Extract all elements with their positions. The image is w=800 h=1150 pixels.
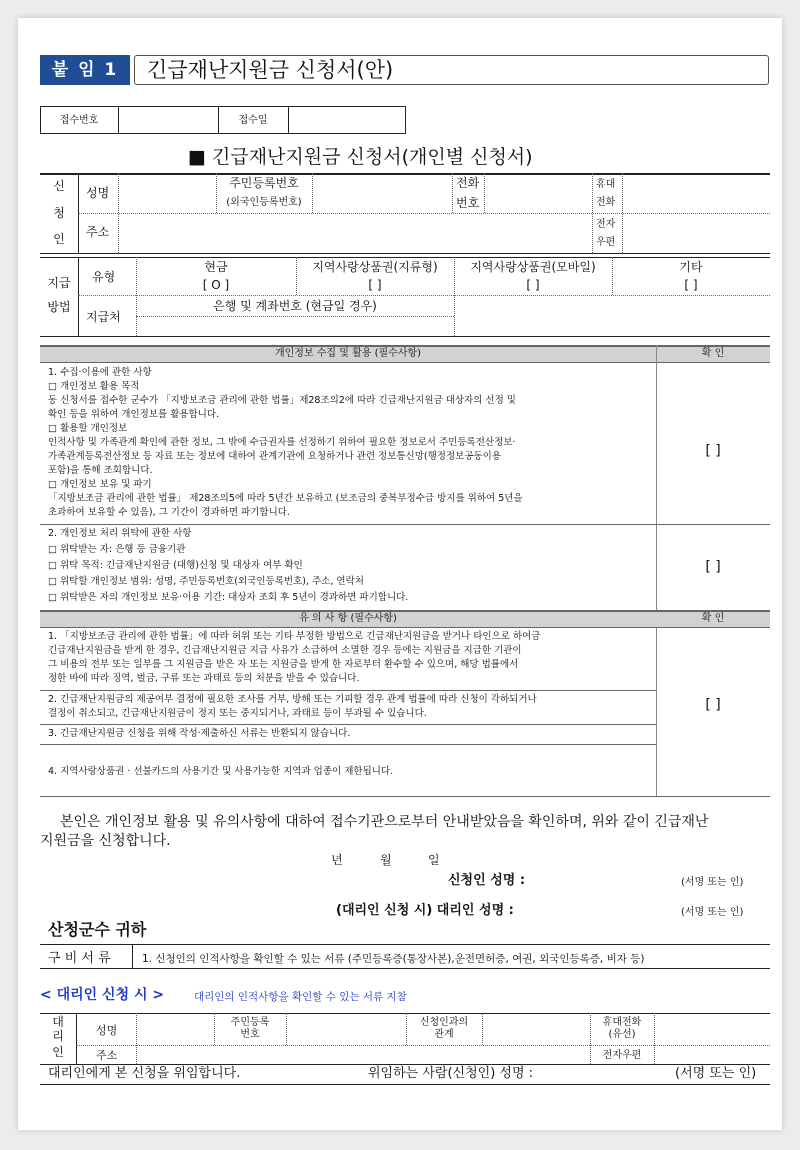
payment-option-paper-check[interactable]: [ ] <box>368 278 382 292</box>
proxy-name-label: 성명 <box>96 1024 118 1037</box>
proxy-id-label-2: 번호 <box>240 1029 260 1040</box>
payment-option-mobile-label: 지역사랑상품권(모바일) <box>470 260 596 274</box>
applicant-name-field[interactable] <box>119 174 215 212</box>
payment-section-1: 지급 <box>47 276 71 290</box>
notice-item-3: 3. 긴급재난지원금 신청을 위해 작성·제출하신 서류는 반환되지 않습니다. <box>48 728 351 739</box>
receipt-number-label: 접수번호 <box>59 115 99 126</box>
docs-text: 1. 신청인의 인적사항을 확인할 수 있는 서류 (주민등록증(통장사본),운전면허증, 여권, 외국인등록증, 비자 등) <box>142 953 645 965</box>
date-year-label: 년 <box>331 853 343 867</box>
applicant-mobile-field[interactable] <box>623 174 769 212</box>
proxy-delegator-sign-note: (서명 또는 인) <box>675 1066 757 1081</box>
addressee: 산청군수 귀하 <box>48 920 147 939</box>
proxy-address-field[interactable] <box>137 1046 589 1063</box>
payment-option-mobile-check[interactable]: [ ] <box>526 278 540 292</box>
payment-option-other-check[interactable]: [ ] <box>684 278 698 292</box>
applicant-mobile-label-1: 휴대 <box>596 179 616 190</box>
form-title: ■ 긴급재난지원금 신청서(개인별 신청서) <box>188 146 533 168</box>
applicant-email-label-1: 전자 <box>596 219 616 230</box>
privacy-confirm-header: 확 인 <box>701 348 725 359</box>
proxy-name-field[interactable] <box>137 1014 213 1044</box>
proxy-relation-label-1: 신청인과의 <box>419 1017 469 1028</box>
payment-destination-label: 지급처 <box>86 310 121 324</box>
notice-confirm-header: 확 인 <box>701 613 725 624</box>
declaration-line-2: 지원금을 신청합니다. <box>40 833 171 849</box>
proxy-delegator-label: 위임하는 사람(신청인) 성명 : <box>368 1066 534 1081</box>
notice-item-4: 4. 지역사랑상품권 · 선불카드의 사용기간 및 사용가능한 지역과 업종이 제한됩니다. <box>48 766 394 777</box>
proxy-section-3: 인 <box>52 1045 64 1059</box>
docs-label: 구 비 서 류 <box>48 951 111 966</box>
payment-destination-field[interactable] <box>455 296 769 335</box>
applicant-phone-field[interactable] <box>485 174 591 212</box>
privacy-confirm-check-2[interactable]: [ ] <box>705 559 721 575</box>
applicant-id-label-1: 주민등록번호 <box>229 176 299 190</box>
applicant-id-field[interactable] <box>313 174 451 212</box>
title-box <box>134 55 769 85</box>
receipt-number-field[interactable] <box>119 107 217 133</box>
payment-option-cash-check[interactable]: [ O ] <box>202 278 230 292</box>
applicant-name-label: 성명 <box>86 186 110 200</box>
proxy-heading-sub: 대리인의 인적사항을 확인할 수 있는 서류 지참 <box>194 991 407 1003</box>
bank-account-field[interactable] <box>137 317 453 335</box>
document-title: 긴급재난지원금 신청서(안) <box>147 58 394 82</box>
date-month-label: 월 <box>380 853 392 867</box>
proxy-section-1: 대 <box>52 1015 64 1029</box>
bank-account-label: 은행 및 계좌번호 (현금일 경우) <box>213 299 377 313</box>
notice-header: 유 의 사 항 (필수사항) <box>299 613 397 624</box>
proxy-delegator-field[interactable] <box>568 1065 668 1083</box>
payment-type-label: 유형 <box>92 270 116 284</box>
receipt-date-label: 접수일 <box>238 115 268 126</box>
payment-option-paper-label: 지역사랑상품권(지류형) <box>312 260 438 274</box>
applicant-address-label: 주소 <box>86 225 110 239</box>
proxy-section-2: 리 <box>52 1029 64 1043</box>
receipt-date-field[interactable] <box>289 107 405 133</box>
proxy-relation-label-2: 관계 <box>434 1029 454 1040</box>
declaration-line-1: 본인은 개인정보 활용 및 유의사항에 대하여 접수기관으로부터 안내받았음을 확인하며, 위와 같이 긴급재난 <box>60 814 709 830</box>
proxy-mobile-label-2: (유선) <box>608 1029 636 1040</box>
applicant-email-field[interactable] <box>623 214 769 252</box>
proxy-heading-main: < 대리인 신청 시 > <box>40 987 165 1003</box>
applicant-sign-label: 신청인 성명 : <box>448 873 526 888</box>
payment-option-other-label: 기타 <box>679 260 703 274</box>
applicant-phone-label-2: 번호 <box>456 196 480 210</box>
applicant-sign-field[interactable] <box>548 870 678 890</box>
applicant-email-label-2: 우편 <box>596 237 616 248</box>
attachment-badge: 붙 임 1 <box>40 55 130 85</box>
applicant-mobile-label-2: 전화 <box>596 197 616 208</box>
applicant-sign-note: (서명 또는 인) <box>681 877 744 888</box>
notice-confirm-check[interactable]: [ ] <box>705 697 721 713</box>
document-page: 붙 임 1 긴급재난지원금 신청서(안) 접수번호 접수일 ■ 긴급재난지원금 신청서(개인별 신청서) 신 청 인 성명 주민등록번호 (외국인등록번호) 전화 번호 휴대 전화 주소 전자 우편 지급 방법 유형 현금 [ O ] 지역사랑상품권(지류형) [ ] 지역사랑상품권(모바일) [ ] 기타 [ ] 지급처 은행 및 계좌번호 (현금일 경우) 개인정보 수집 및 활용 (필수사항) 확 인 1. 수집·이용에 관한 사항 □ 개인정보 활용 목적 동 신청서를 접수한 군수가 「지방보조금 관리에 관한 법률」제28조의2에 따라 긴급재난지원금 대상자의 선정 및 확인 등을 위하여 개인정보를 활용합니다. □ 활용할 개인정보 인적사항 및 가족관계 확인에 관한 정보, 그 밖에 수급권자를 선정하기 위하여 필요한 정보로서 주민등록전산정보· 가족관계등록전산정보 등 자료 또는 정보에 대하여 관계기관에 요청하거나 관련 정보통신망(행정정보공동이용 포함)을 통해 조회합니다. □ 개인정보 보유 및 파기 「지방보조금 관리에 관한 법률」 제28조의5에 따라 5년간 보유하고 (보조금의 중복부정수급 방지를 위하여 5년을 초과하여 보유할 수 있음), 그 기간이 경과하면 파기합니다. [ ] 2. 개인정보 처리 위탁에 관한 사항 □ 위탁받는 자: 은행 등 금융기관 □ 위탁 목적: 긴급재난지원금 (대행)신청 및 대상자 여부 확인 □ 위탁할 개인정보 범위: 성명, 주민등록번호(외국인등록번호), 주소, 연락처 □ 위탁받은 자의 개인정보 보유·이용 기간: 대상자 조회 후 5년이 경과하면 파기합니다. [ ] 유 의 사 항 (필수사항) 확 인 1. 「지방보조금 관리에 관한 법률」에 따라 허위 또는 기타 부정한 방법으로 긴급재난지원금을 받거나 타인으로 하여금 긴급재난지원금을 받게 한 경우, 긴급재난지원금 지급 사유가 소급하여 소멸한 경우 등에는 지원금을 지급한 기관이 그 비용의 전부 또는 일부를 그 지원금을 받은 자 또는 지원금을 받게 한 자로부터 환수할 수 있으며, 해당 법률에서 정한 바에 따라 징역, 벌금, 구류 또는 과태료 등의 처분을 받을 수 있습니다. 2. 긴급재난지원금의 제공여부 결정에 필요한 조사를 거부, 방해 또는 기피할 경우 관계 법률에 따라 신청이 각하되거나 결정이 취소되고, 긴급재난지원금이 정지 또는 중지되거나, 과태료 등이 부과될 수 있습니다. [ ] 3. 긴급재난지원금 신청을 위해 작성·제출하신 서류는 반환되지 않습니다. 4. 지역사랑상품권 · 선불카드의 사용기간 및 사용가능한 지역과 업종이 제한됩니다. 본인은 개인정보 활용 및 유의사항에 대하여 접수기관으로부터 안내받았음을 확인하며, 위와 같이 긴급재난 지원금을 신청합니다. 년 월 일 신청인 성명 : (서명 또는 인) (대리인 신청 시) 대리인 성명 : (서명 또는 인) 산청군수 귀하 구 비 서 류 1. 신청인의 인적사항을 확인할 수 있는 서류 (주민등록증(통장사본),운전면허증, 여권, 외국인등록증, 비자 등) < 대리인 신청 시 > 대리인의 인적사항을 확인할 수 있는 서류 지참 대 리 인 성명 주민등록 번호 신청인과의 관계 휴대전화 (유선) 주소 전자우편 대리인에게 본 신청을 위임합니다. 위임하는 사람(신청인) 성명 : (서명 또는 인) <box>18 18 782 1130</box>
privacy-header: 개인정보 수집 및 활용 (필수사항) <box>274 348 422 359</box>
payment-option-cash-label: 현금 <box>204 260 228 274</box>
applicant-section-2: 청 <box>53 206 65 220</box>
proxy-delegate-text: 대리인에게 본 신청을 위임합니다. <box>48 1066 241 1081</box>
applicant-address-field[interactable] <box>119 214 591 252</box>
date-day-label: 일 <box>428 853 440 867</box>
applicant-section-3: 인 <box>53 232 65 246</box>
proxy-mobile-label-1: 휴대전화 <box>602 1017 642 1028</box>
proxy-id-label-1: 주민등록 <box>230 1017 270 1028</box>
proxy-address-label: 주소 <box>96 1049 118 1062</box>
payment-section-2: 방법 <box>47 300 71 314</box>
proxy-relation-field[interactable] <box>483 1014 589 1044</box>
applicant-section-1: 신 <box>53 179 65 193</box>
proxy-sign-field[interactable] <box>548 900 678 920</box>
proxy-email-label: 전자우편 <box>602 1050 642 1061</box>
applicant-id-label-2: (외국인등록번호) <box>226 197 302 208</box>
privacy-confirm-check-1[interactable]: [ ] <box>705 443 721 459</box>
proxy-sign-note: (서명 또는 인) <box>681 907 744 918</box>
proxy-sign-label: (대리인 신청 시) 대리인 성명 : <box>336 903 514 918</box>
proxy-email-field[interactable] <box>655 1046 769 1063</box>
proxy-id-field[interactable] <box>287 1014 405 1044</box>
applicant-phone-label-1: 전화 <box>456 176 480 190</box>
proxy-mobile-field[interactable] <box>655 1014 769 1044</box>
